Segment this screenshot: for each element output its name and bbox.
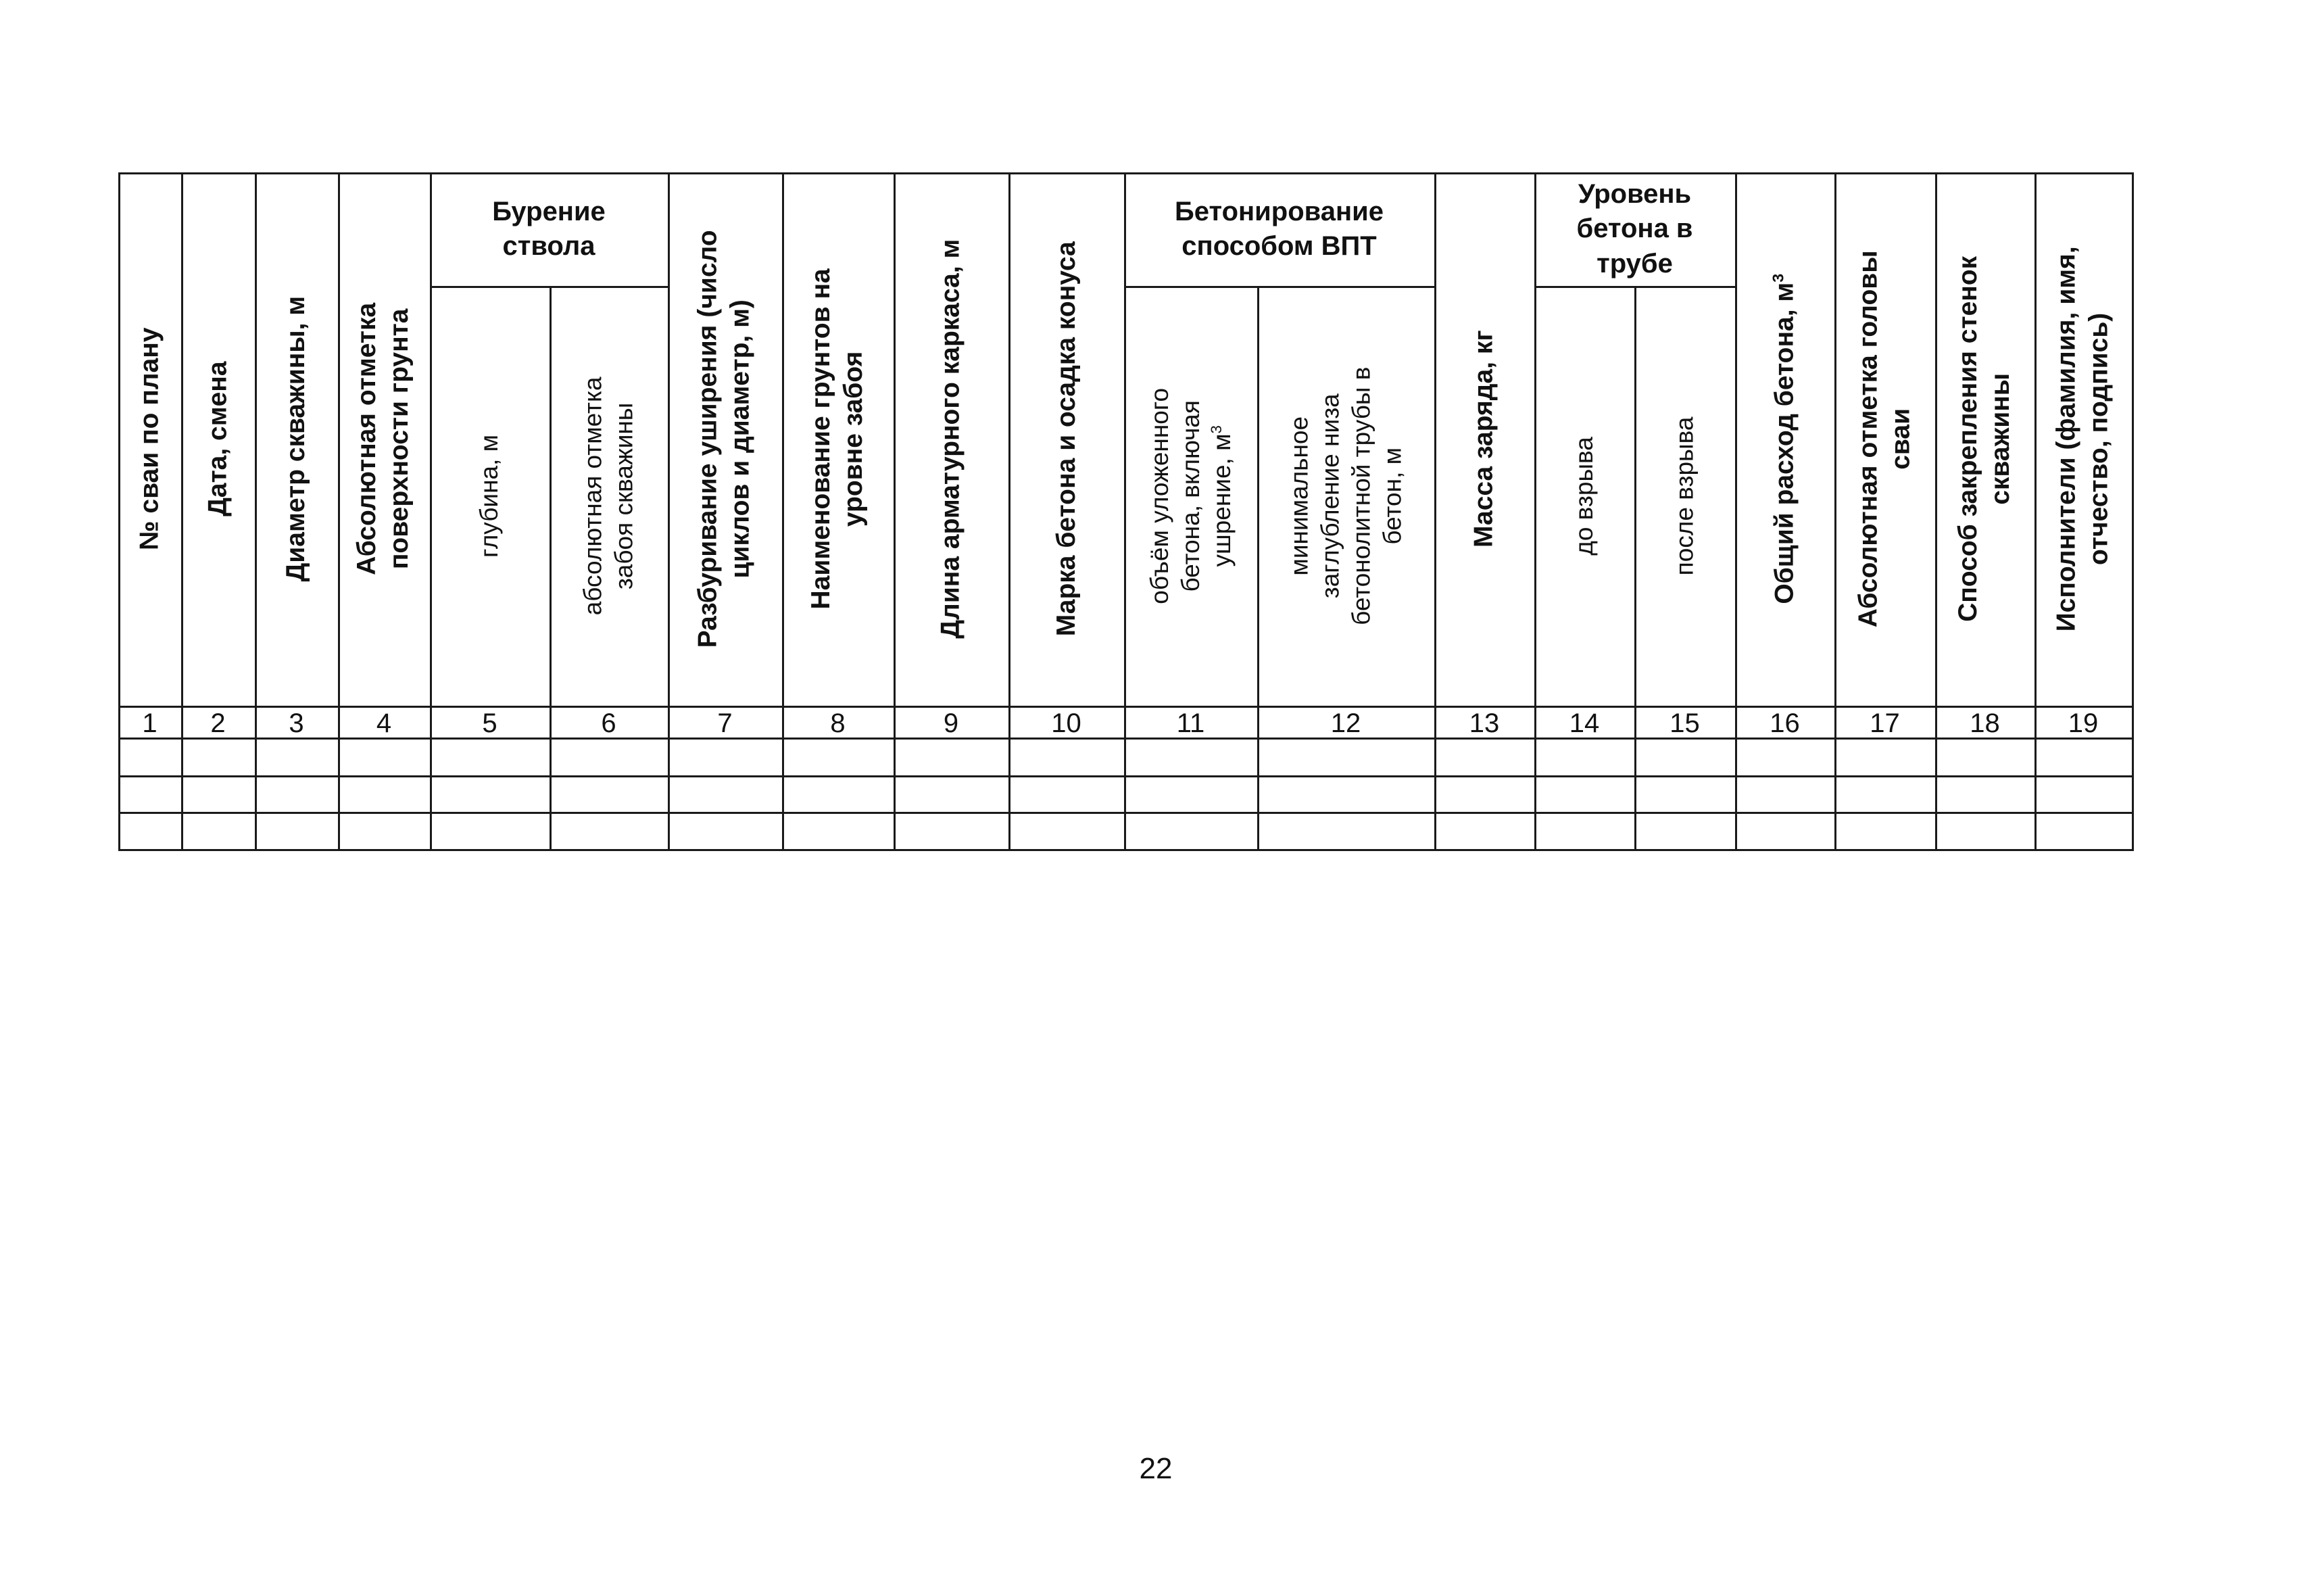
row-rule [118, 849, 2134, 851]
column-number: 2 [210, 708, 226, 738]
column-number: 7 [717, 708, 733, 738]
table-cell[interactable] [1935, 737, 2034, 775]
header-line: сваи [1886, 408, 1916, 470]
group-header-line: Уровень [1578, 179, 1692, 210]
column-number: 4 [376, 708, 392, 738]
header-line: минимальное [1285, 416, 1313, 576]
header-text [133, 328, 166, 550]
header-line: после взрыва [1670, 416, 1699, 575]
table-cell[interactable] [894, 737, 1008, 775]
table-cell[interactable] [1434, 812, 1534, 849]
column-number: 1 [142, 708, 157, 738]
table-cell[interactable] [118, 737, 181, 775]
table-cell[interactable] [1834, 812, 1935, 849]
header-line: Абсолютная отметка [352, 302, 382, 576]
table-cell[interactable] [118, 775, 181, 812]
header-line: № сваи по плану [135, 327, 164, 551]
table-cell[interactable] [782, 737, 894, 775]
header-cell [1008, 172, 1124, 706]
header-cell [1935, 172, 2034, 706]
table-cell[interactable] [1735, 775, 1834, 812]
superscript: 3 [1769, 274, 1787, 283]
table-cell[interactable] [1124, 737, 1257, 775]
column-number: 12 [1330, 708, 1361, 738]
header-line: заглубление низа [1316, 393, 1344, 599]
header-line: Марка бетона и осадка конуса [1051, 241, 1081, 637]
table-cell[interactable] [668, 812, 782, 849]
header-cell [782, 172, 894, 706]
header-line: Масса заряда, кг [1469, 330, 1498, 548]
table-cell[interactable] [118, 812, 181, 849]
header-line: отчество, подпись) [2085, 312, 2114, 566]
group-header-line: способом ВПТ [1181, 231, 1377, 261]
header-cell [255, 172, 338, 706]
header-text [474, 434, 506, 557]
table-cell[interactable] [1257, 775, 1434, 812]
header-line: Способ закрепления стенок [1953, 256, 1983, 623]
table-cell[interactable] [255, 812, 338, 849]
header-text [1952, 256, 2018, 622]
column-number: 6 [601, 708, 616, 738]
header-line: Разбуривание уширения (число [693, 230, 723, 648]
header-cell [1124, 286, 1257, 706]
header-cell [430, 286, 550, 706]
table-cell[interactable] [181, 775, 255, 812]
column-number: 17 [1870, 708, 1900, 738]
header-line-text: Общий расход бетона, м [1770, 283, 1799, 604]
table-cell[interactable] [1257, 812, 1434, 849]
header-line: бетонолитной трубы в [1347, 366, 1375, 625]
column-number: 3 [289, 708, 304, 738]
header-text [1670, 416, 1701, 575]
table-cell[interactable] [338, 812, 430, 849]
header-text [1050, 241, 1082, 636]
table-cell[interactable] [1257, 737, 1434, 775]
table-cell[interactable] [1124, 775, 1257, 812]
table-cell[interactable] [2034, 775, 2132, 812]
superscript: 3 [1207, 425, 1225, 434]
header-line: уровне забоя [839, 351, 869, 527]
column-rule [2132, 172, 2134, 851]
column-number: 9 [943, 708, 959, 738]
header-line: скважины [1986, 373, 2016, 505]
header-line: Наименование грунтов на [806, 268, 836, 610]
column-number: 15 [1670, 708, 1700, 738]
header-cell [1534, 286, 1634, 706]
group-header [1124, 172, 1434, 286]
table-cell[interactable] [338, 737, 430, 775]
table-cell[interactable] [550, 812, 668, 849]
group-header-line: ствола [502, 231, 595, 261]
column-number: 16 [1770, 708, 1800, 738]
table-cell[interactable] [430, 775, 550, 812]
table-cell[interactable] [181, 737, 255, 775]
table-cell[interactable] [1008, 737, 1124, 775]
table-cell[interactable] [1534, 737, 1634, 775]
table-cell[interactable] [1534, 775, 1634, 812]
column-number: 10 [1051, 708, 1081, 738]
column-number: 19 [2068, 708, 2099, 738]
header-line: Диаметр скважины, м [281, 296, 311, 582]
table-cell[interactable] [1834, 737, 1935, 775]
header-cell [1257, 286, 1434, 706]
table-cell[interactable] [1434, 775, 1534, 812]
page-number: 22 [1139, 1452, 1173, 1485]
header-text [935, 239, 967, 639]
table-cell[interactable] [1935, 812, 2034, 849]
header-line: Дата, смена [203, 361, 233, 517]
table-cell[interactable] [668, 775, 782, 812]
header-text [2051, 246, 2116, 631]
table-cell[interactable] [2034, 737, 2132, 775]
header-line: абсолютная отметка [579, 377, 607, 615]
group-header-line: бетона в [1576, 214, 1693, 244]
header-cell [181, 172, 255, 706]
header-cell [1634, 286, 1735, 706]
header-line: циклов и диаметр, м) [726, 299, 756, 579]
header-text [1852, 251, 1918, 628]
header-text [1569, 437, 1600, 556]
table-cell[interactable] [255, 737, 338, 775]
header-text [1284, 366, 1408, 625]
header-cell [1434, 172, 1534, 706]
header-cell [550, 286, 668, 706]
header-line: Исполнители (фамилия, имя, [2051, 246, 2081, 632]
table-cell[interactable] [255, 775, 338, 812]
group-header-text [492, 195, 606, 264]
group-header [1534, 172, 1735, 286]
table-cell[interactable] [1434, 737, 1534, 775]
table-cell[interactable] [181, 812, 255, 849]
table-cell[interactable] [430, 812, 550, 849]
group-header-text [1175, 195, 1384, 264]
table-cell[interactable] [430, 737, 550, 775]
table-cell[interactable] [1634, 737, 1735, 775]
column-number: 5 [482, 708, 497, 738]
header-line: Длина арматурного каркаса, м [935, 239, 965, 639]
column-number: 14 [1569, 708, 1600, 738]
group-header [430, 172, 668, 286]
header-text [578, 377, 640, 615]
table-cell[interactable] [1008, 812, 1124, 849]
header-line: глубина, м [475, 434, 504, 558]
header-cell [668, 172, 782, 706]
table-cell[interactable] [1735, 737, 1834, 775]
header-line: объём уложенного [1145, 387, 1173, 604]
header-text [1768, 274, 1801, 604]
table-cell[interactable] [1124, 812, 1257, 849]
table-cell[interactable] [894, 775, 1008, 812]
header-text [805, 268, 871, 609]
column-number: 8 [830, 708, 846, 738]
column-number: 18 [1970, 708, 2000, 738]
table-cell[interactable] [550, 737, 668, 775]
table-cell[interactable] [1634, 775, 1735, 812]
header-line [1768, 274, 1801, 604]
table-cell[interactable] [782, 775, 894, 812]
header-text [201, 362, 234, 516]
header-cell [2034, 172, 2132, 706]
header-text [1144, 388, 1238, 604]
header-line: бетона, включая [1176, 400, 1204, 592]
header-text [280, 296, 312, 582]
header-cell [1735, 172, 1834, 706]
header-text [351, 303, 417, 575]
header-line: до взрыва [1570, 436, 1599, 556]
table-cell[interactable] [1834, 775, 1935, 812]
header-line: забоя скважины [610, 402, 638, 589]
header-line-text: ушрение, м [1207, 433, 1236, 567]
header-line: Абсолютная отметка головы [1853, 250, 1883, 628]
header-cell [1834, 172, 1935, 706]
table-cell[interactable] [1935, 775, 2034, 812]
header-text [692, 230, 758, 648]
header-cell [338, 172, 430, 706]
table-cell[interactable] [1534, 812, 1634, 849]
table-cell[interactable] [2034, 812, 2132, 849]
table-cell[interactable] [550, 775, 668, 812]
table-cell[interactable] [1735, 812, 1834, 849]
table-cell[interactable] [1008, 775, 1124, 812]
table-cell[interactable] [894, 812, 1008, 849]
table-cell[interactable] [338, 775, 430, 812]
header-text [1468, 331, 1501, 548]
table-cell[interactable] [668, 737, 782, 775]
group-header-line: Бурение [492, 196, 606, 226]
column-number: 11 [1176, 708, 1205, 738]
header-cell [894, 172, 1008, 706]
group-header-text [1576, 177, 1692, 281]
table-cell[interactable] [1634, 812, 1735, 849]
header-line: поверхности грунта [385, 308, 415, 570]
header-line [1206, 425, 1237, 566]
group-header-line: Бетонирование [1175, 196, 1384, 226]
table-cell[interactable] [782, 812, 894, 849]
header-cell [118, 172, 181, 706]
header-line: бетон, м [1378, 447, 1406, 545]
group-header-line: трубе [1597, 248, 1673, 279]
column-number: 13 [1469, 708, 1500, 738]
